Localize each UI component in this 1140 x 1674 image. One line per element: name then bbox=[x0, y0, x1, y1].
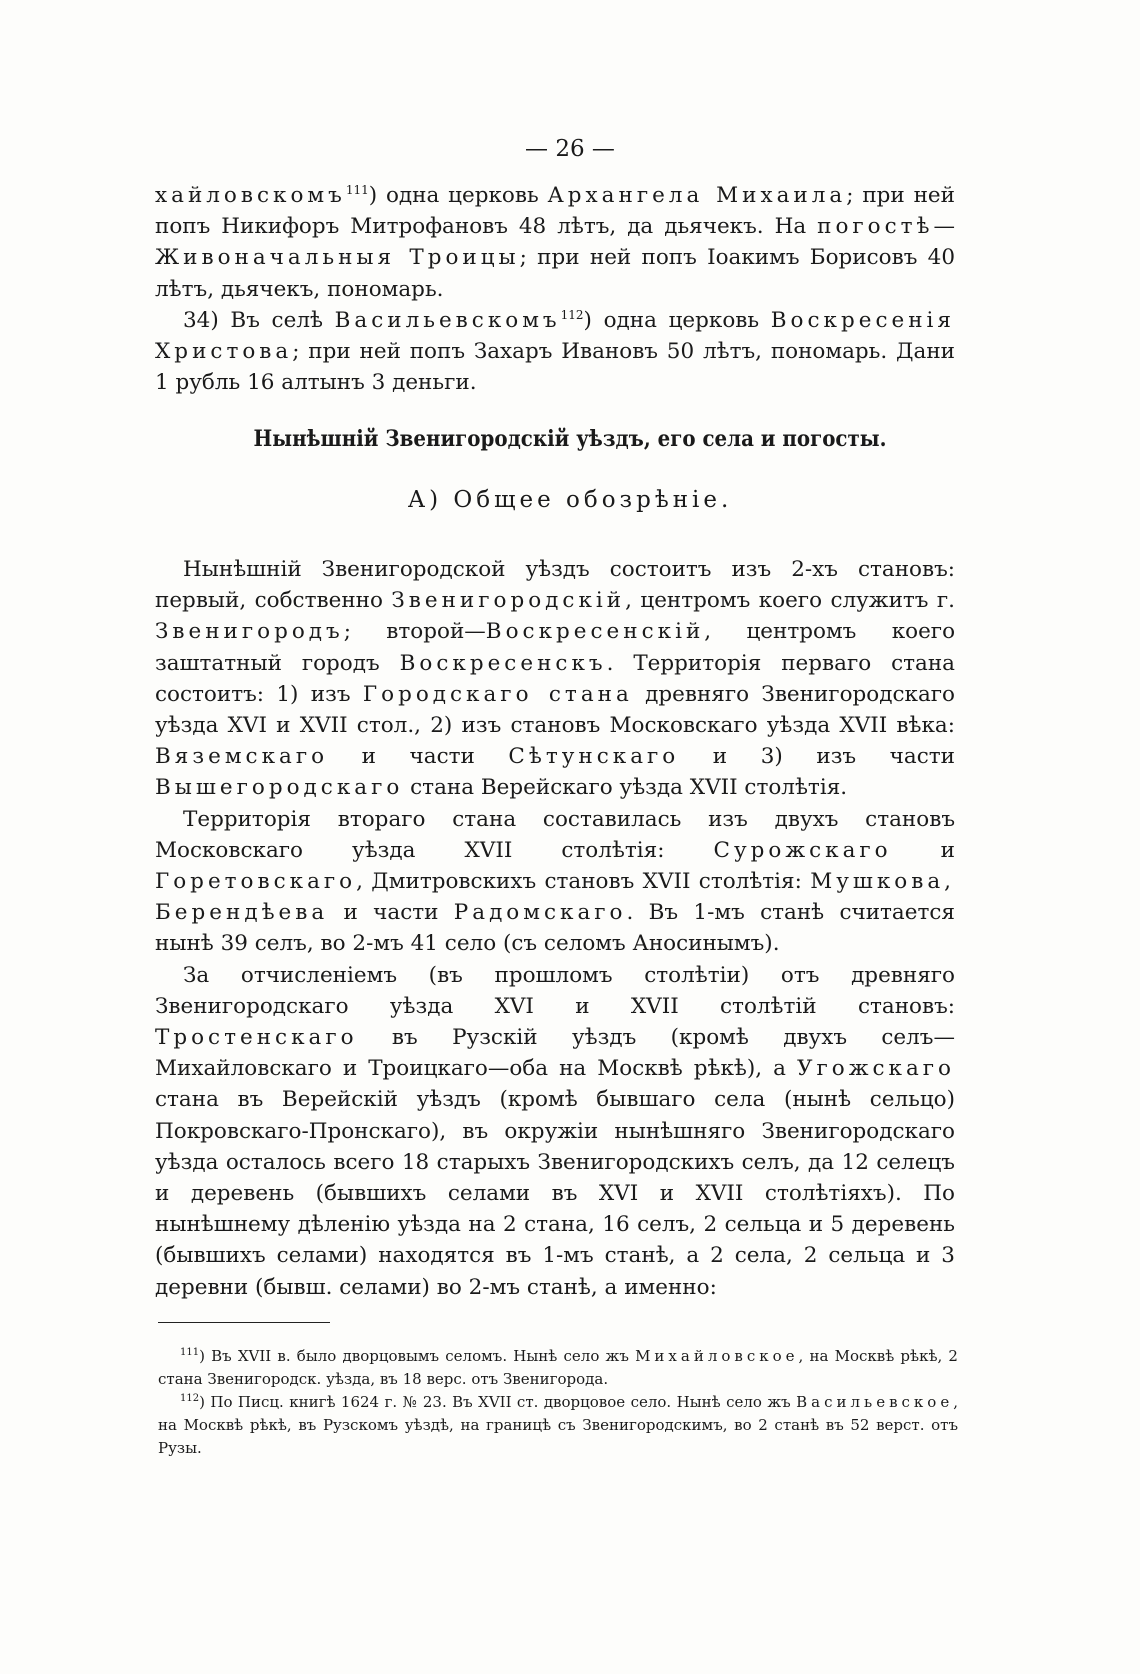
footnote-ref-112[interactable]: 112 bbox=[560, 307, 584, 322]
footnotes bbox=[158, 1345, 958, 1460]
subsection-heading: А) Общее обозрѣніе. bbox=[407, 487, 733, 513]
intro-block bbox=[155, 180, 955, 398]
paragraph-34: 34) Въ селѣ Васильевскомъ$^{112}$) одна церковь Воскресенія Христова; при ней попъ Захаръ Ивановъ 50 лѣтъ, пономарь. Дани 1 рубль 16 алтынъ 3 деньги. bbox=[155, 307, 955, 396]
paragraph-2: Территорія втораго стана составилась изъ двухъ становъ Московскаго уѣзда XVII столѣтія: Сурожскаго и Горетовскаго, Дмитровскихъ становъ XVII столѣтія: Мушкова, Берендѣева и части Радомскаго. Въ 1-мъ станѣ считается нынѣ 39 селъ, во 2-мъ 41 село (съ селомъ Аносинымъ). bbox=[155, 806, 955, 957]
body-text bbox=[155, 554, 955, 1303]
page-number: — 26 — bbox=[525, 136, 615, 162]
intro-text: хайловскомъ$^{111}$) одна церковь Архангела Михаила; при ней попъ Никифоръ Митрофановъ 48 лѣтъ, да дьячекъ. На погостѣ— Живоначальныя Троицы; при ней попъ Іоакимъ Борисовъ 40 лѣтъ, дьячекъ, пономарь. bbox=[155, 183, 955, 302]
paragraph-1: Нынѣшній Звенигородской уѣздъ состоитъ изъ 2-хъ становъ: первый, собственно Звенигородскій, центромъ коего служитъ г. Звенигородъ; второй—Воскресенскій, центромъ коего заштатный городъ Воскресенскъ. Территорія перваго стана состоитъ: 1) изъ Городскаго стана древняго Звенигородскаго уѣзда XVI и XVII стол., 2) изъ становъ Московскаго уѣзда XVII вѣка: Вяземскаго и части Сѣтунскаго и 3) изъ части Вышегородскаго стана Верейскаго уѣзда XVII столѣтія. bbox=[155, 557, 956, 801]
footnote-111: $^{111}$) Въ XVII в. было дворцовымъ селомъ. Нынѣ село жъ Михайловское, на Москвѣ рѣкѣ, 2 стана Звенигородск. уѣзда, въ 18 верс. отъ Звенигорода. bbox=[158, 1347, 958, 1388]
section-heading: Нынѣшній Звенигородскій уѣздъ, его села и погосты. bbox=[253, 426, 887, 452]
paragraph-3: За отчисленіемъ (въ прошломъ столѣтіи) отъ древняго Звенигородскаго уѣзда XVI и XVII столѣтій становъ: Тростенскаго въ Рузскій уѣздъ (кромѣ двухъ селъ—Михайловскаго и Троицкаго—оба на Москвѣ рѣкѣ), а Угожскаго стана въ Верейскій уѣздъ (кромѣ бывшаго села (нынѣ сельцо) Покровскаго-Пронскаго), въ окружіи нынѣшняго Звенигородскаго уѣзда осталось всего 18 старыхъ Звенигородскихъ селъ, да 12 селецъ и деревень (бывшихъ селами въ XVI и XVII столѣтіяхъ). По нынѣшнему дѣленію уѣзда на 2 стана, 16 селъ, 2 сельца и 5 деревень (бывшихъ селами) находятся въ 1-мъ станѣ, а 2 села, 2 сельца и 3 деревни (бывш. селами) во 2-мъ станѣ, а именно: bbox=[155, 962, 955, 1300]
footnote-ref-111[interactable]: 111 bbox=[345, 183, 369, 197]
footnote-112: $^{112}$) По Писц. книгѣ 1624 г. № 23. Въ XVII ст. дворцовое село. Нынѣ село жъ Васильевское, на Москвѣ рѣкѣ, въ Рузскомъ уѣздѣ, на границѣ съ Звенигородскимъ, во 2 станѣ въ 52 верст. отъ Рузы. bbox=[158, 1393, 958, 1457]
footnote-divider bbox=[158, 1322, 330, 1323]
